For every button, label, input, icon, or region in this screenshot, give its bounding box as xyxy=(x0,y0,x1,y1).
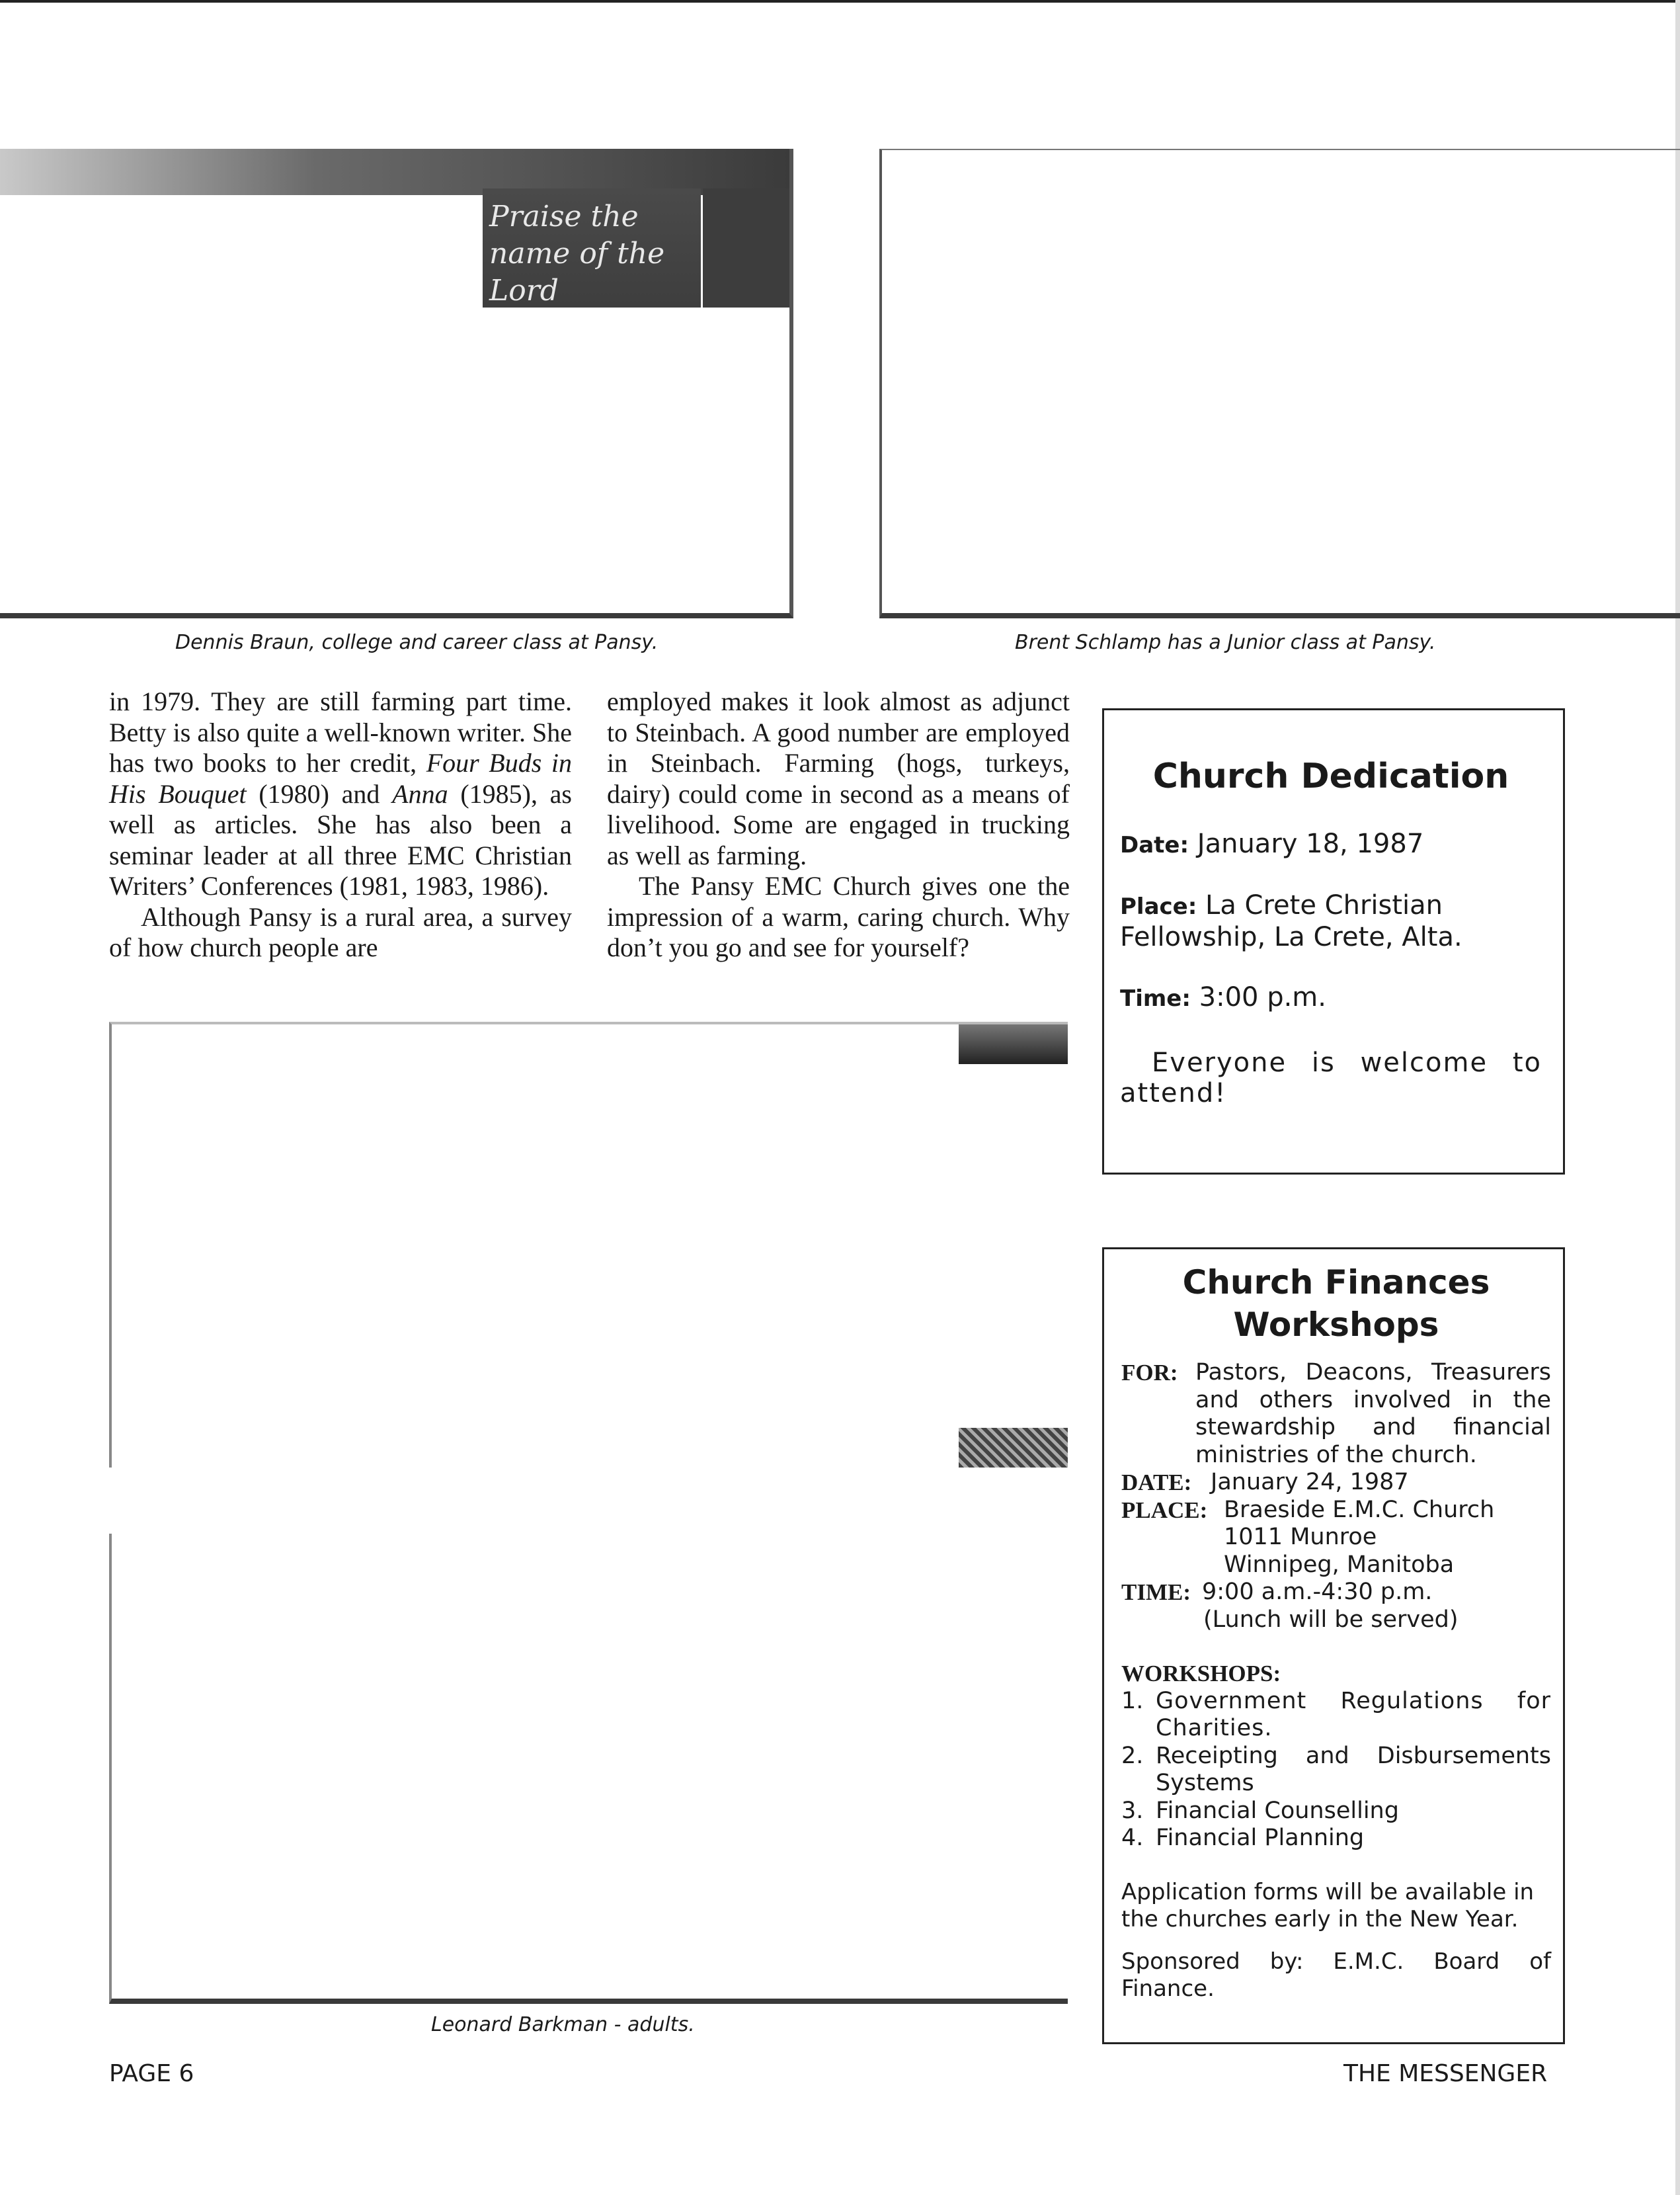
article-paragraph xyxy=(109,686,572,902)
finances-for-label: FOR: xyxy=(1121,1360,1178,1386)
finances-place-line: 1011 Munroe xyxy=(1224,1524,1377,1550)
photo-edge-gap xyxy=(108,1468,114,1534)
dedication-time-value: 3:00 p.m. xyxy=(1199,982,1326,1013)
finances-title-line2: Workshops xyxy=(1233,1305,1439,1344)
workshop-title: Financial Counselling xyxy=(1156,1797,1399,1824)
book-title: Anna xyxy=(392,778,448,809)
page-number: PAGE 6 xyxy=(109,2060,194,2087)
workshop-title: Financial Planning xyxy=(1156,1825,1365,1851)
finances-application-note: Application forms will be available in the churches early in the New Year. xyxy=(1121,1878,1535,1932)
finances-workshops-label: WORKSHOPS: xyxy=(1121,1661,1281,1686)
article-text: (1980) and xyxy=(246,778,393,809)
dedication-place xyxy=(1120,890,1542,952)
dedication-place-label: Place: xyxy=(1120,893,1197,920)
photo-leonard-barkman-adults xyxy=(109,1022,1068,2004)
workshop-title: Government Regulations for Charities. xyxy=(1156,1687,1551,1741)
workshop-number: 2. xyxy=(1121,1742,1144,1769)
workshop-item xyxy=(1121,1798,1551,1825)
finances-place-line: Braeside E.M.C. Church xyxy=(1224,1496,1495,1523)
photo-blank-area xyxy=(0,195,483,605)
article-column-2 xyxy=(607,686,1070,964)
caption-brent-schlamp: Brent Schlamp has a Junior class at Pansy. xyxy=(1015,631,1436,654)
finances-place-row xyxy=(1121,1497,1551,1579)
workshop-item xyxy=(1121,1825,1551,1852)
photo-corner-texture xyxy=(959,1428,1068,1468)
photo-brent-schlamp-class xyxy=(879,149,1680,618)
church-finances-box xyxy=(1102,1247,1565,2044)
photo-corner-detail xyxy=(959,1024,1068,1064)
dedication-place-value: La Crete Christian Fellowship, La Crete, Alta. xyxy=(1120,890,1462,952)
workshop-number: 4. xyxy=(1121,1825,1144,1851)
article-paragraph: The Pansy EMC Church gives one the impression of a warm, caring church. Why don’t you go and see for yourself? xyxy=(607,871,1070,962)
photo-dennis-braun-class xyxy=(0,149,793,618)
workshop-title: Receipting and Disbursements Systems xyxy=(1156,1742,1551,1796)
finances-date-row xyxy=(1121,1469,1551,1497)
page-top-edge xyxy=(0,0,1680,3)
workshop-number: 3. xyxy=(1121,1797,1144,1824)
article-text: (1985), as well as articles. She has also been a seminar leader at all three EMC Christian Writers’ Conferences (1981, 1983, 1986). xyxy=(109,778,572,901)
finances-date-label: DATE: xyxy=(1121,1470,1192,1495)
workshop-number: 1. xyxy=(1121,1687,1144,1714)
article-paragraph: Although Pansy is a rural area, a survey of how church people are xyxy=(109,901,572,962)
finances-date-value: January 24, 1987 xyxy=(1211,1469,1409,1495)
finances-for-value: Pastors, Deacons, Treasurers and others involved in the stewardship and financial ministries of the church. xyxy=(1195,1359,1551,1468)
finances-place-line: Winnipeg, Manitoba xyxy=(1224,1551,1455,1578)
workshop-item xyxy=(1121,1743,1551,1798)
book-title: Four Buds in His Bouquet xyxy=(109,748,572,809)
finances-time-line: (Lunch will be served) xyxy=(1203,1606,1459,1633)
workshops-list xyxy=(1121,1688,1551,1852)
caption-dennis-braun: Dennis Braun, college and career class at Pansy. xyxy=(175,631,659,654)
dedication-time xyxy=(1120,981,1542,1015)
dedication-welcome: Everyone is welcome to attend! xyxy=(1120,1048,1542,1108)
dedication-time-label: Time: xyxy=(1120,985,1191,1012)
dedication-date xyxy=(1120,828,1542,861)
chalkboard-inscription: Praise the name of the Lord xyxy=(489,200,665,308)
workshop-item xyxy=(1121,1688,1551,1743)
finances-time-label: TIME: xyxy=(1121,1579,1191,1605)
dedication-date-label: Date: xyxy=(1120,832,1189,858)
finances-place-value xyxy=(1224,1497,1494,1579)
article-text: in 1979. They are still farming part time. Betty is also quite a well-known writer. She has two books to her credit, xyxy=(109,686,572,778)
caption-leonard-barkman: Leonard Barkman - adults. xyxy=(431,2013,695,2036)
dedication-date-value: January 18, 1987 xyxy=(1197,829,1424,859)
article-paragraph: employed makes it look almost as adjunct to Steinbach. A good number are employed in Steinbach. Farming (hogs, turkeys, dairy) could come in second as a means of livelihood. Some are engaged in trucking as well as farming. xyxy=(607,686,1070,870)
photo-blank-area-lower xyxy=(483,308,789,605)
dedication-title: Church Dedication xyxy=(1152,757,1509,796)
finances-sponsor: Sponsored by: E.M.C. Board of Finance. xyxy=(1121,1948,1551,2002)
finances-time-line: 9:00 a.m.-4:30 p.m. xyxy=(1202,1579,1433,1605)
finances-place-label: PLACE: xyxy=(1121,1497,1208,1523)
finances-title-line1: Church Finances xyxy=(1182,1263,1490,1302)
finances-time-row xyxy=(1121,1579,1551,1634)
publication-name: THE MESSENGER xyxy=(1343,2060,1548,2087)
church-dedication-box xyxy=(1102,708,1565,1175)
finances-for-row xyxy=(1121,1359,1551,1469)
finances-time-value xyxy=(1202,1579,1459,1634)
article-column-1 xyxy=(109,686,572,964)
